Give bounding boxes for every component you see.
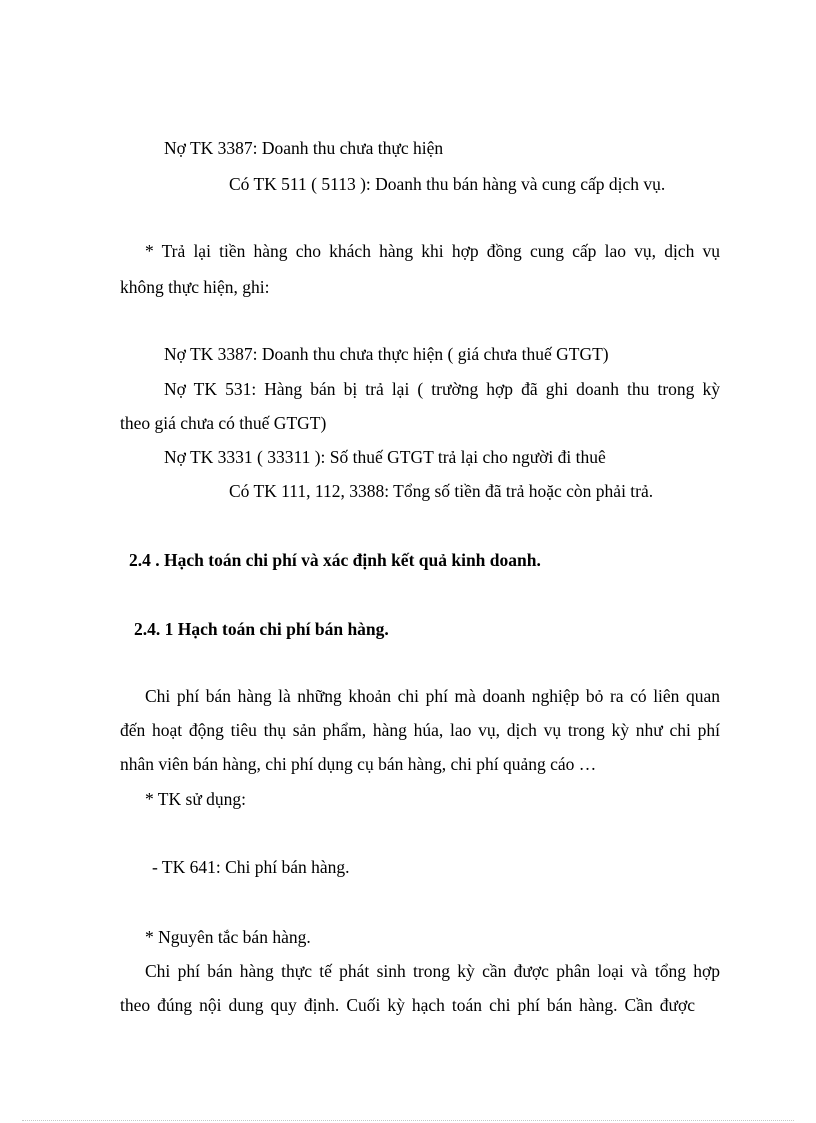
journal-entry-debit-531: Nợ TK 531: Hàng bán bị trả lại ( trường hợp đã ghi doanh thu trong kỳ [164, 379, 720, 399]
account-used-heading: * TK sử dụng: [145, 789, 247, 809]
paragraph-return-goods-line1: * Trả lại tiền hàng cho khách hàng khi hợp đồng cung cấp lao vụ, dịch vụ [145, 241, 720, 261]
journal-entry-credit-111-112-3388: Có TK 111, 112, 3388: Tổng số tiền đã trả hoặc còn phải trả. [229, 481, 654, 501]
page-bottom-divider [22, 1120, 794, 1121]
paragraph-selling-expense-line1: Chi phí bán hàng là những khoản chi phí mà doanh nghiệp bỏ ra có liên quan [145, 686, 720, 706]
paragraph-principle-line2: theo đúng nội dung quy định. Cuối kỳ hạch toán chi phí bán hàng. Cần được [120, 995, 695, 1015]
section-heading-2-4-1: 2.4. 1 Hạch toán chi phí bán hàng. [134, 619, 389, 639]
journal-entry-debit-531-cont: theo giá chưa có thuế GTGT) [120, 413, 327, 433]
principle-heading: * Nguyên tắc bán hàng. [145, 927, 311, 947]
paragraph-selling-expense-line3: nhân viên bán hàng, chi phí dụng cụ bán hàng, chi phí quảng cáo … [120, 754, 597, 774]
account-641-item: - TK 641: Chi phí bán hàng. [152, 857, 350, 877]
journal-entry-debit-3331: Nợ TK 3331 ( 33311 ): Số thuế GTGT trả lại cho người đi thuê [164, 447, 606, 467]
journal-entry-credit-511: Có TK 511 ( 5113 ): Doanh thu bán hàng và cung cấp dịch vụ. [229, 174, 666, 194]
paragraph-principle-line1: Chi phí bán hàng thực tế phát sinh trong kỳ cần được phân loại và tổng hợp [145, 961, 720, 981]
journal-entry-debit-3387-excl-vat: Nợ TK 3387: Doanh thu chưa thực hiện ( giá chưa thuế GTGT) [164, 344, 609, 364]
paragraph-return-goods-line2: không thực hiện, ghi: [120, 277, 270, 297]
journal-entry-debit-3387: Nợ TK 3387: Doanh thu chưa thực hiện [164, 138, 444, 158]
section-heading-2-4: 2.4 . Hạch toán chi phí và xác định kết quả kinh doanh. [129, 550, 541, 570]
paragraph-selling-expense-line2: đến hoạt động tiêu thụ sản phẩm, hàng húa, lao vụ, dịch vụ trong kỳ như chi phí [120, 720, 720, 740]
